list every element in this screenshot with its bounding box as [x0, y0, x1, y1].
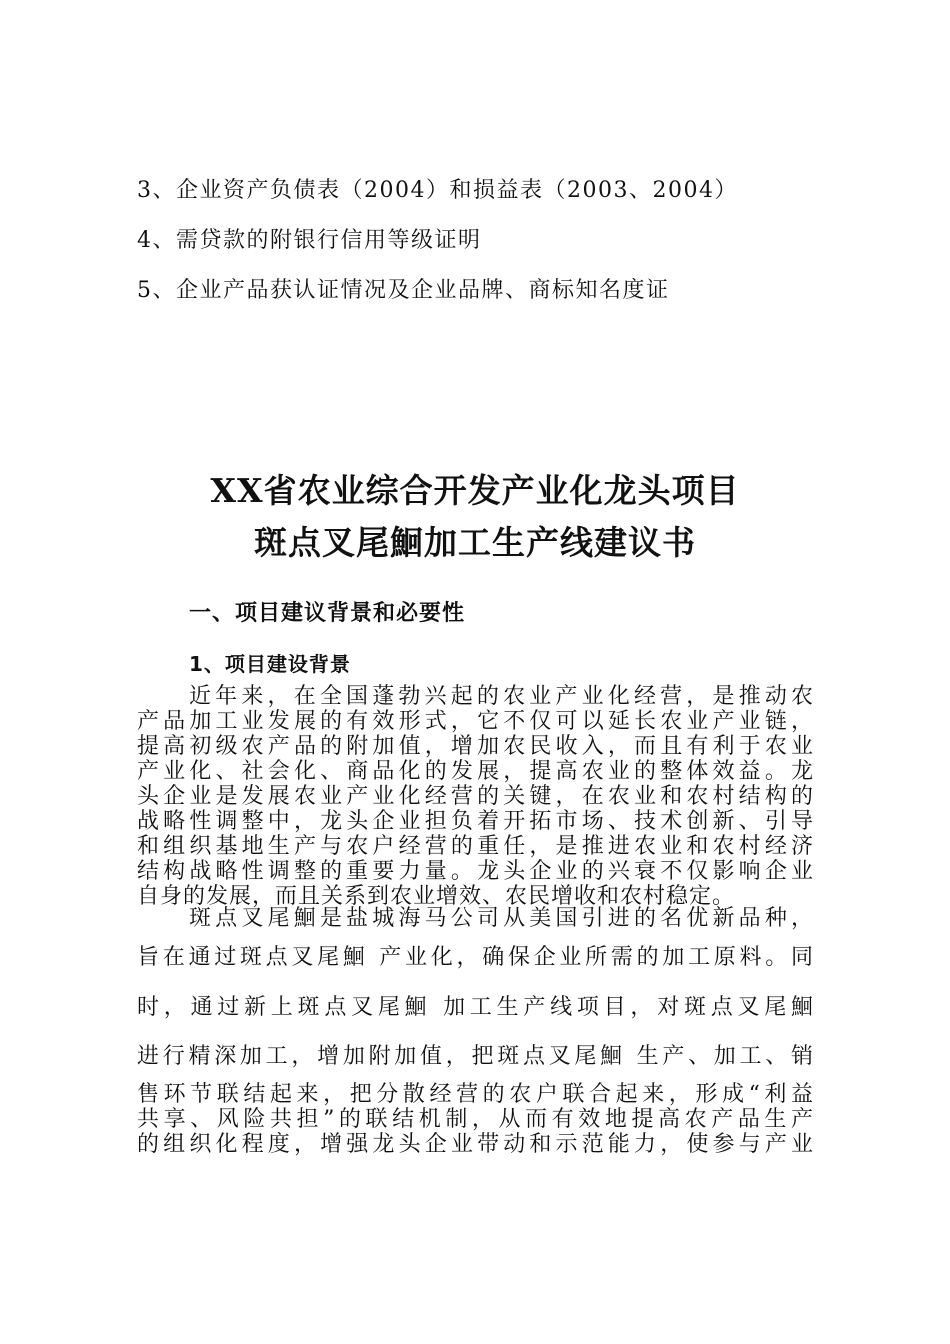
- list-item-3: 3、企业资产负债表（2004）和损益表（2003、2004）: [137, 178, 738, 203]
- paragraph-2-line: 售环节联结起来，把分散经营的农户联合起来，形成“利益: [137, 1082, 813, 1107]
- paragraph-2-line: 的组织化程度，增强龙头企业带动和示范能力，使参与产业: [137, 1132, 813, 1157]
- paragraph-1-line: 战略性调整中，龙头企业担负着开拓市场、技术创新、引导: [137, 809, 813, 834]
- paragraph-1-line: 头企业是发展农业产业化经营的关键，在农业和农村结构的: [137, 784, 813, 809]
- paragraph-1-line: 和组织基地生产与农户经营的重任，是推进农业和农村经济: [137, 834, 813, 859]
- list-item-4: 4、需贷款的附银行信用等级证明: [137, 228, 482, 253]
- paragraph-2-line: 斑点叉尾鮰是盐城海马公司从美国引进的名优新品种，: [189, 906, 813, 931]
- paragraph-2-line: 时，通过新上斑点叉尾鮰 加工生产线项目，对斑点叉尾鮰: [137, 995, 813, 1020]
- paragraph-2-line: 进行精深加工，增加附加值，把斑点叉尾鮰 生产、加工、销: [137, 1044, 813, 1069]
- document-title-line-2: 斑点叉尾鮰加工生产线建议书: [254, 523, 696, 562]
- paragraph-1-line: 结构战略性调整的重要力量。龙头企业的兴衰不仅影响企业: [137, 859, 813, 884]
- paragraph-1-line: 提高初级农产品的附加值，增加农民收入，而且有利于农业: [137, 734, 813, 759]
- paragraph-1-line: 自身的发展，而且关系到农业增效、农民增收和农村稳定。: [137, 884, 736, 909]
- section-heading-1: 一、项目建议背景和必要性: [189, 601, 466, 626]
- paragraph-2-line: 共享、风险共担”的联结机制，从而有效地提高农产品生产: [137, 1107, 813, 1132]
- paragraph-1-line: 产品加工业发展的有效形式，它不仅可以延长农业产业链，: [137, 709, 813, 734]
- paragraph-1-line: 产业化、社会化、商品化的发展，提高农业的整体效益。龙: [137, 759, 813, 784]
- list-item-5: 5、企业产品获认证情况及企业品牌、商标知名度证: [137, 278, 670, 303]
- paragraph-1-line: 近年来，在全国蓬勃兴起的农业产业化经营，是推动农: [189, 684, 813, 709]
- subsection-heading-1-1: 1、项目建设背景: [189, 652, 351, 676]
- document-title-line-1: XX省农业综合开发产业化龙头项目: [210, 471, 740, 510]
- paragraph-2-line: 旨在通过斑点叉尾鮰 产业化，确保企业所需的加工原料。同: [137, 945, 813, 970]
